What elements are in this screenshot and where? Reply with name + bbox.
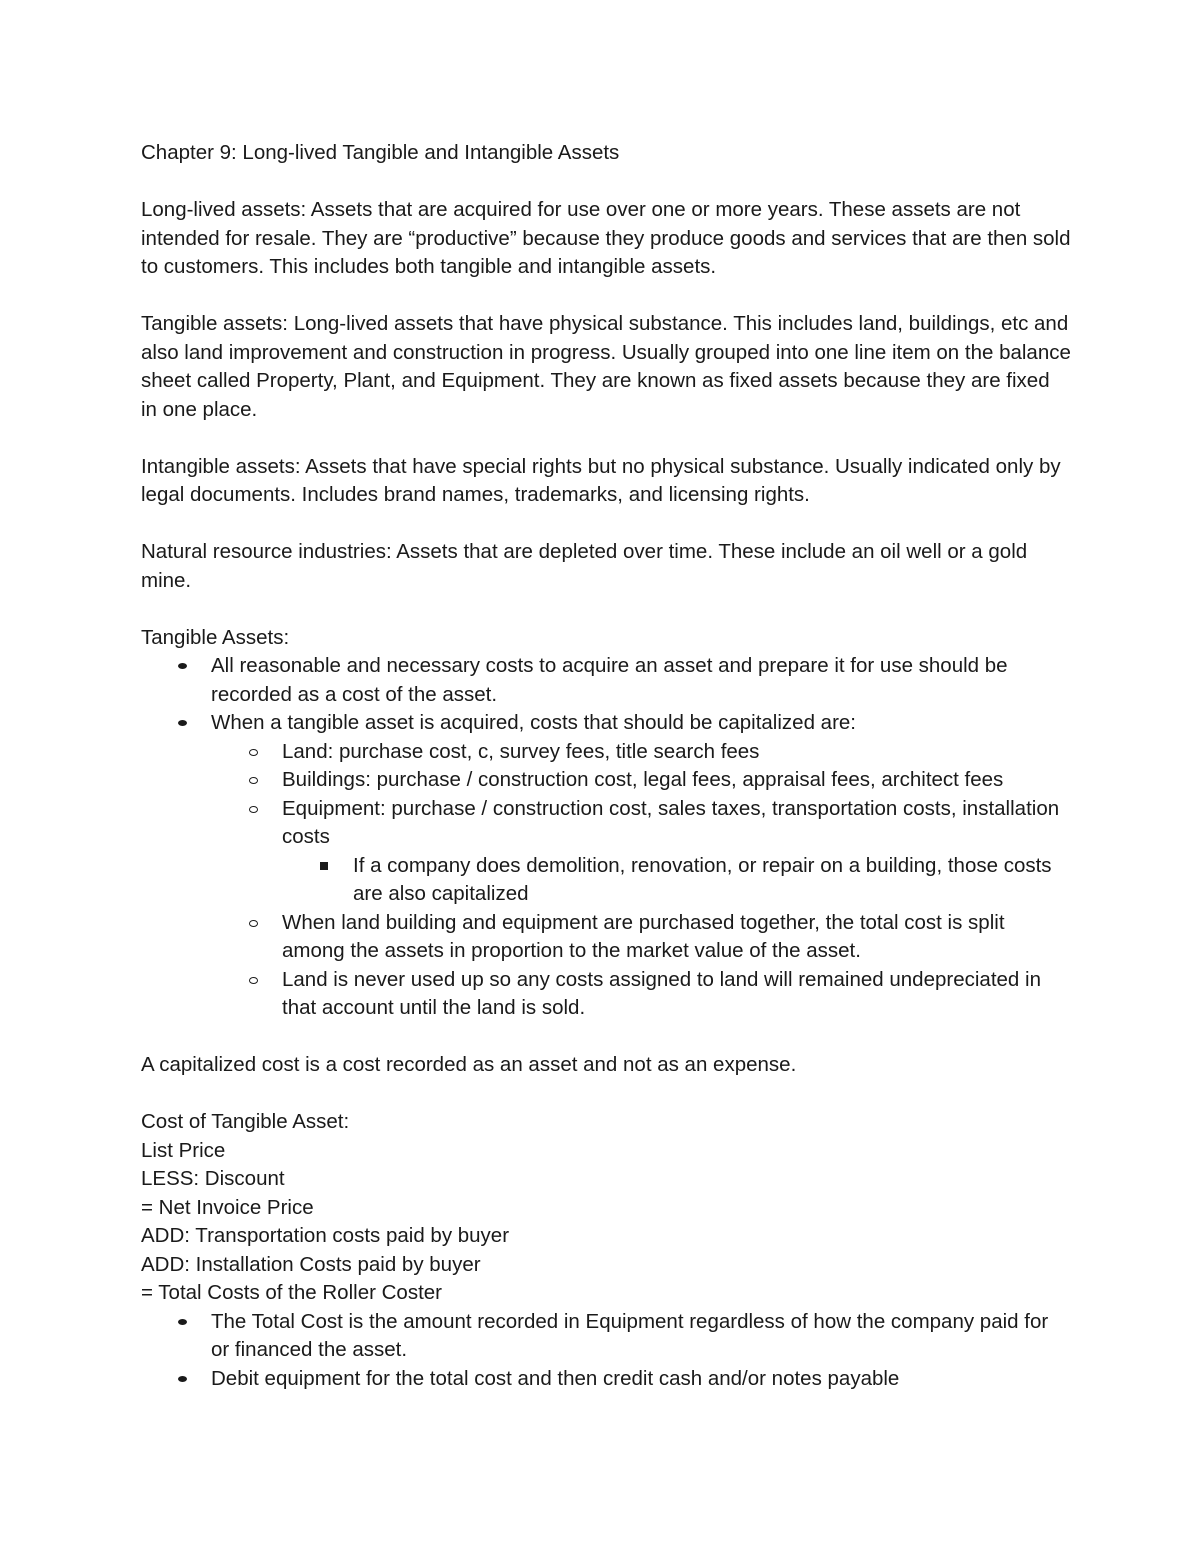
cost-line: Cost of Tangible Asset:	[141, 1110, 350, 1133]
equipment-sublist	[282, 852, 1071, 909]
bullet-circle-icon	[245, 766, 265, 795]
spacer	[141, 1080, 1071, 1109]
list-item	[141, 1365, 1071, 1394]
bullet-circle-icon	[245, 909, 265, 938]
cost-line: ADD: Installation Costs paid by buyer	[141, 1252, 481, 1276]
cost-line: ADD: Transportation costs paid by buyer	[141, 1224, 510, 1247]
list-item-text: All reasonable and necessary costs to acquire an asset and prepare it for use should be recorded as a cost of the asset.	[211, 654, 1008, 706]
list-item	[211, 909, 1071, 966]
list-item-text: Equipment: purchase / construction cost, sales taxes, transportation costs, installation costs	[282, 796, 1060, 848]
spacer	[141, 168, 1071, 197]
bullet-circle-icon	[245, 795, 265, 824]
list-item	[282, 852, 1071, 909]
document-title: Chapter 9: Long-lived Tangible and Intangible Assets	[141, 141, 620, 164]
bullet-circle-icon	[245, 738, 265, 767]
list-item	[141, 1308, 1071, 1365]
bullet-square-icon	[316, 852, 336, 881]
list-item-text: Land is never used up so any costs assigned to land will remained undepreciated in that account until the land is sold.	[282, 967, 1041, 1019]
intangible-assets-paragraph: Intangible assets: Assets that have special rights but no physical substance. Usually indicated only by legal documents. Includes brand names, trademarks, and licensing rights.	[141, 454, 1067, 506]
capitalized-cost-definition: A capitalized cost is a cost recorded as an asset and not as an expense.	[141, 1053, 797, 1076]
total-cost-list	[141, 1308, 1071, 1394]
bullet-disc-icon	[174, 652, 194, 681]
long-lived-assets-paragraph: Long-lived assets: Assets that are acquired for use over one or more years. These assets are not intended for resale. They are “productive” because they produce goods and services that are then sold to customers. This includes both tangible and intangible assets.	[141, 198, 1077, 278]
bullet-disc-icon	[174, 709, 194, 738]
tangible-assets-heading: Tangible Assets:	[141, 625, 290, 649]
list-item	[211, 795, 1071, 909]
tangible-assets-paragraph: Tangible assets: Long-lived assets that have physical substance. This includes land, buildings, etc and also land improvement and construction in progress. Usually grouped into one line item on the balance sheet called Property, Plant, and Equipment. They are known as fixed assets because they are fixed in one place.	[141, 312, 1077, 421]
bullet-disc-icon	[174, 1365, 194, 1394]
capitalized-costs-list	[211, 738, 1071, 1023]
list-item	[141, 652, 1071, 709]
bullet-circle-icon	[245, 966, 265, 995]
list-item-text: If a company does demolition, renovation, or repair on a building, those costs are also capitalized	[353, 853, 1052, 905]
cost-line: = Net Invoice Price	[141, 1195, 314, 1219]
list-item-text: Debit equipment for the total cost and then credit cash and/or notes payable	[211, 1366, 900, 1390]
document-page	[141, 139, 1077, 1393]
list-item	[211, 738, 1071, 767]
list-item-text: Buildings: purchase / construction cost, legal fees, appraisal fees, architect fees	[282, 768, 1004, 791]
spacer	[141, 595, 1071, 624]
list-item-text: When a tangible asset is acquired, costs that should be capitalized are:	[211, 711, 856, 734]
list-item	[141, 709, 1071, 1023]
tangible-assets-list	[141, 652, 1071, 1023]
cost-line: List Price	[141, 1138, 226, 1162]
list-item-text: Land: purchase cost, c, survey fees, title search fees	[282, 739, 760, 763]
cost-line: = Total Costs of the Roller Coster	[141, 1281, 442, 1304]
spacer	[141, 510, 1071, 539]
spacer	[141, 1023, 1071, 1052]
cost-line: LESS: Discount	[141, 1167, 285, 1190]
spacer	[141, 282, 1071, 311]
natural-resources-paragraph: Natural resource industries: Assets that are depleted over time. These include an oil well or a gold mine.	[141, 540, 1033, 592]
list-item	[211, 966, 1071, 1023]
list-item	[211, 766, 1071, 795]
list-item-text: When land building and equipment are purchased together, the total cost is split among the assets in proportion to the market value of the asset.	[282, 910, 1005, 962]
spacer	[141, 424, 1071, 453]
bullet-disc-icon	[174, 1308, 194, 1337]
list-item-text: The Total Cost is the amount recorded in Equipment regardless of how the company paid for or financed the asset.	[211, 1309, 1049, 1361]
